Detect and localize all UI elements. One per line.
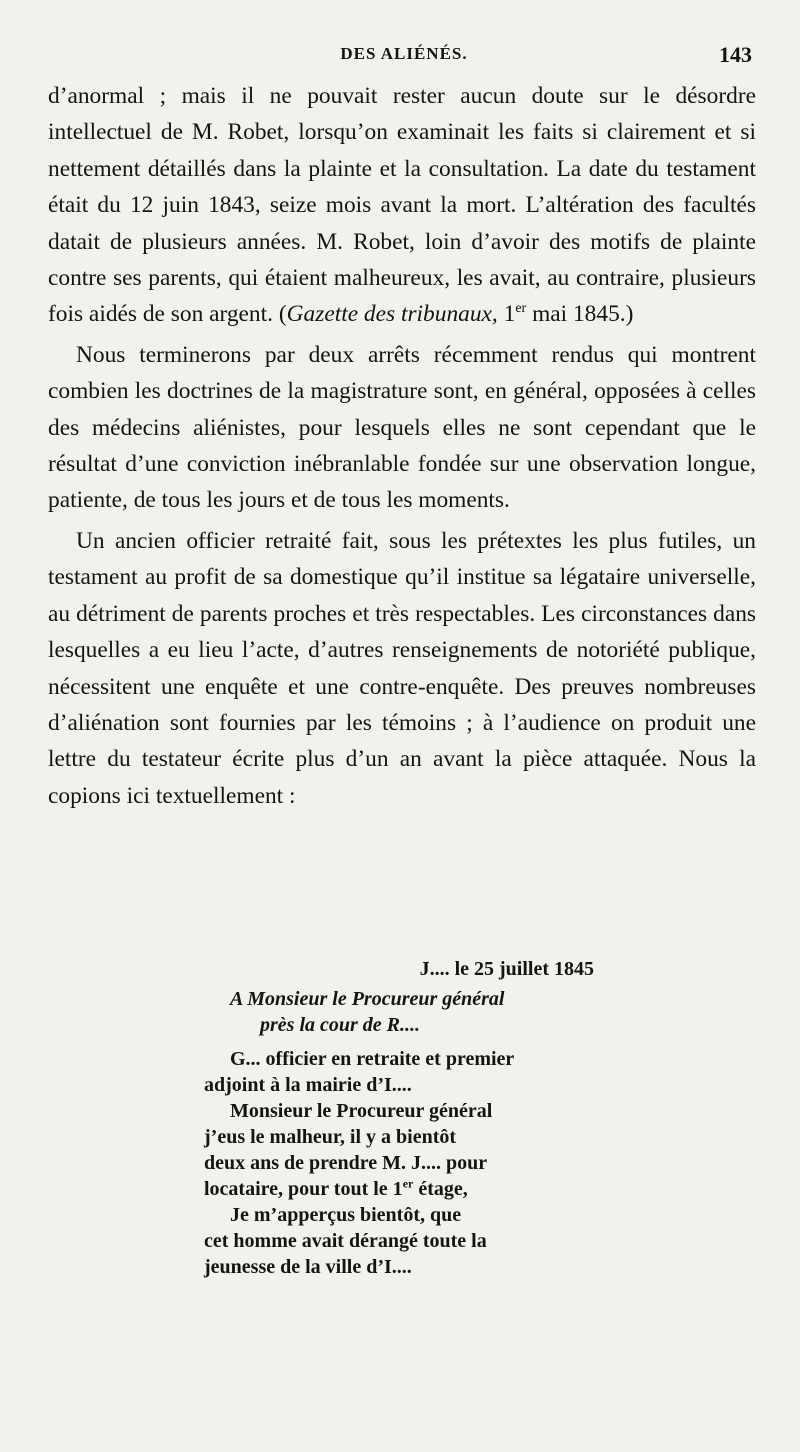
paragraph-2: Nous terminerons par deux arrêts récemment rendus qui montrent combien les doctrines de la magistrature sont, en général, opposées à celles des médecins aliénistes, pour lesquels elles ne sont cependant que le résultat d’une conviction inébranlable fondée sur une observation longue, patiente, de tous les jours et de tous les moments. (48, 341, 756, 514)
paragraph-1 (48, 78, 756, 333)
paragraph-1-text-b: 1 (497, 301, 516, 328)
letter-line: deux ans de prendre M. J.... pour (204, 1152, 488, 1174)
running-head (48, 44, 760, 74)
page-number: 143 (719, 42, 752, 67)
letter-line: j’eus le malheur, il y a bientôt (204, 1126, 457, 1148)
paragraph-1-text: d’anormal ; mais il ne pouvait rester aucun doute sur le désordre intellectuel de M. Robet, lorsqu’on examinait les faits si clairement et si nettement détaillés dans la plainte et la consultation. La date du testament était du 12 juin 1843, seize mois avant la mort. L’altération des facultés datait de plusieurs années. M. Robet, loin d’avoir des motifs de plainte contre ses parents, qui étaient malheureux, les avait, au contraire, plusieurs fois aidés de son argent. ( (48, 83, 756, 328)
letter-line: adjoint à la mairie d’I.... (204, 1074, 412, 1096)
letter-date: J.... le 25 juillet 1845 (419, 958, 594, 980)
paragraph-3: Un ancien officier retraité fait, sous les prétextes les plus futiles, un testament au profit de sa domestique qu’il institue sa légataire universelle, au détriment de parents proches et très respectables. Les circonstances dans lesquelles a eu lieu l’acte, d’autres renseignements de notoriété publique, nécessitent une enquête et une contre-enquête. Des preuves nombreuses d’aliénation sont fournies par les témoins ; à l’audience on produit une lettre du testateur écrite plus d’un an avant la pièce attaquée. Nous la copions ici textuellement : (48, 527, 756, 809)
letter-line: G... officier en retraite et premier (230, 1048, 515, 1070)
letter-line-text: étage, (413, 1178, 468, 1200)
letter-line: cet homme avait dérangé toute la (204, 1230, 487, 1252)
letter-line-text: locataire, pour tout le 1 (204, 1178, 403, 1200)
letter-line (200, 1176, 600, 1202)
letter-recipient: A Monsieur le Procureur général (230, 988, 505, 1010)
superscript-er: er (402, 1176, 414, 1191)
superscript-er: er (515, 300, 527, 317)
letter-line: Je m’apperçus bientôt, que (230, 1204, 462, 1226)
letter-line: jeunesse de la ville d’I.... (204, 1256, 412, 1278)
quoted-letter (200, 956, 600, 1280)
letter-line: Monsieur le Procureur général (230, 1100, 493, 1122)
body-text (48, 78, 756, 814)
citation-title: Gazette des tribunaux, (286, 301, 498, 328)
running-title: DES ALIÉNÉS. (340, 44, 468, 63)
letter-recipient-court: près la cour de R.... (260, 1014, 420, 1036)
paragraph-1-text-c: mai 1845.) (526, 301, 634, 328)
